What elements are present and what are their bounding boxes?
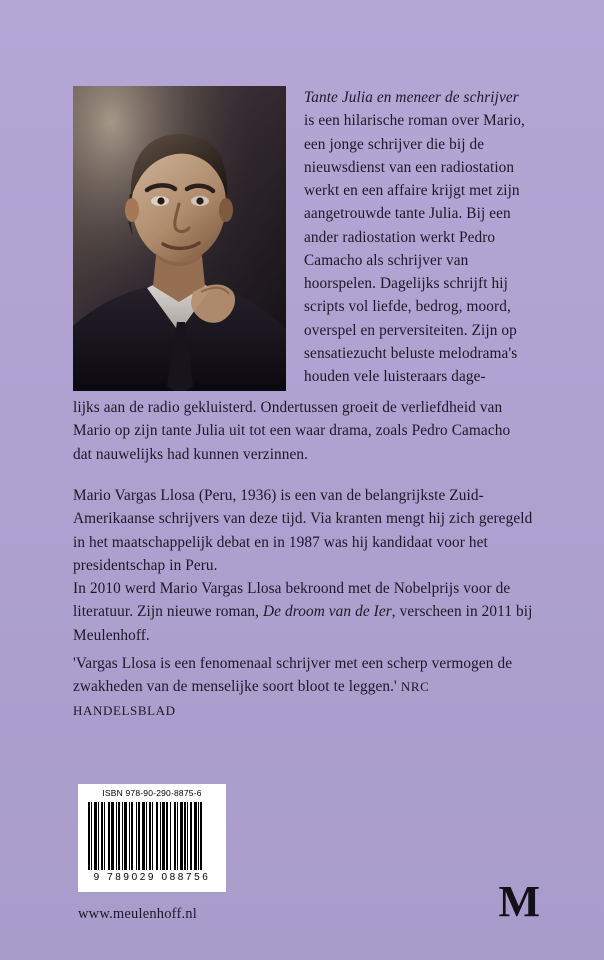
- press-quote-text: 'Vargas Llosa is een fenomenaal schrijver met een scherp vermogen de zwakheden van de menselijke soort bloot te leggen.': [73, 655, 513, 696]
- press-quote: [73, 652, 528, 722]
- publisher-logo: M: [498, 877, 540, 926]
- barcode-digits: 9 789029 088756: [93, 872, 211, 883]
- publisher-website[interactable]: www.meulenhoff.nl: [78, 906, 197, 922]
- isbn-label: ISBN 978-90-290-8875-6: [102, 788, 202, 798]
- author-bio: [73, 484, 535, 647]
- bio-paragraph-2-b: , verscheen in 2011 bij Meulenhoff.: [73, 603, 533, 644]
- barcode-block: [78, 784, 226, 892]
- blurb-paragraph-part1: is een hilarische roman over Mario, een jonge schrijver die bij de nieuwsdienst van een radiostation werkt en een affaire krijgt met zijn aangetrouwde tante Julia. Bij een ander radiostation werkt Pedro Camacho als schrijver van hoorspelen. Dagelijks schrijft hij scripts vol liefde, bedrog, moord, overspel en perversiteiten. Zijn op sensatiezucht beluste melodrama's houden vele luisteraars dage-: [304, 112, 525, 385]
- new-novel-title: De droom van de Ier: [263, 603, 392, 621]
- author-photo: [73, 86, 286, 391]
- blurb-paragraph-continued: lijks aan de radio gekluisterd. Ondertussen groeit de verliefdheid van Mario op zijn tante Julia uit tot een waar drama, zoals Pedro Camacho dat nauwelijks had kunnen verzinnen.: [73, 399, 511, 463]
- blurb-text-column: [304, 86, 532, 388]
- bio-paragraph-1: Mario Vargas Llosa (Peru, 1936) is een van de belangrijkste Zuid-Amerikaanse schrijvers van deze tijd. Via kranten mengt hij zich geregeld in het maatschappelijk debat en in 1987 was hij kandidaat voor het presidentschap in Peru.: [73, 487, 533, 574]
- bio-paragraph-2: [73, 577, 535, 647]
- book-title-italic: Tante Julia en meneer de schrijver: [304, 89, 519, 106]
- barcode-bars: [88, 802, 216, 870]
- bio-paragraph-2-a: In 2010 werd Mario Vargas Llosa bekroond met de Nobelprijs voor de literatuur. Zijn nieuwe roman,: [73, 580, 511, 621]
- press-quote-source: NRC HANDELSBLAD: [73, 679, 430, 718]
